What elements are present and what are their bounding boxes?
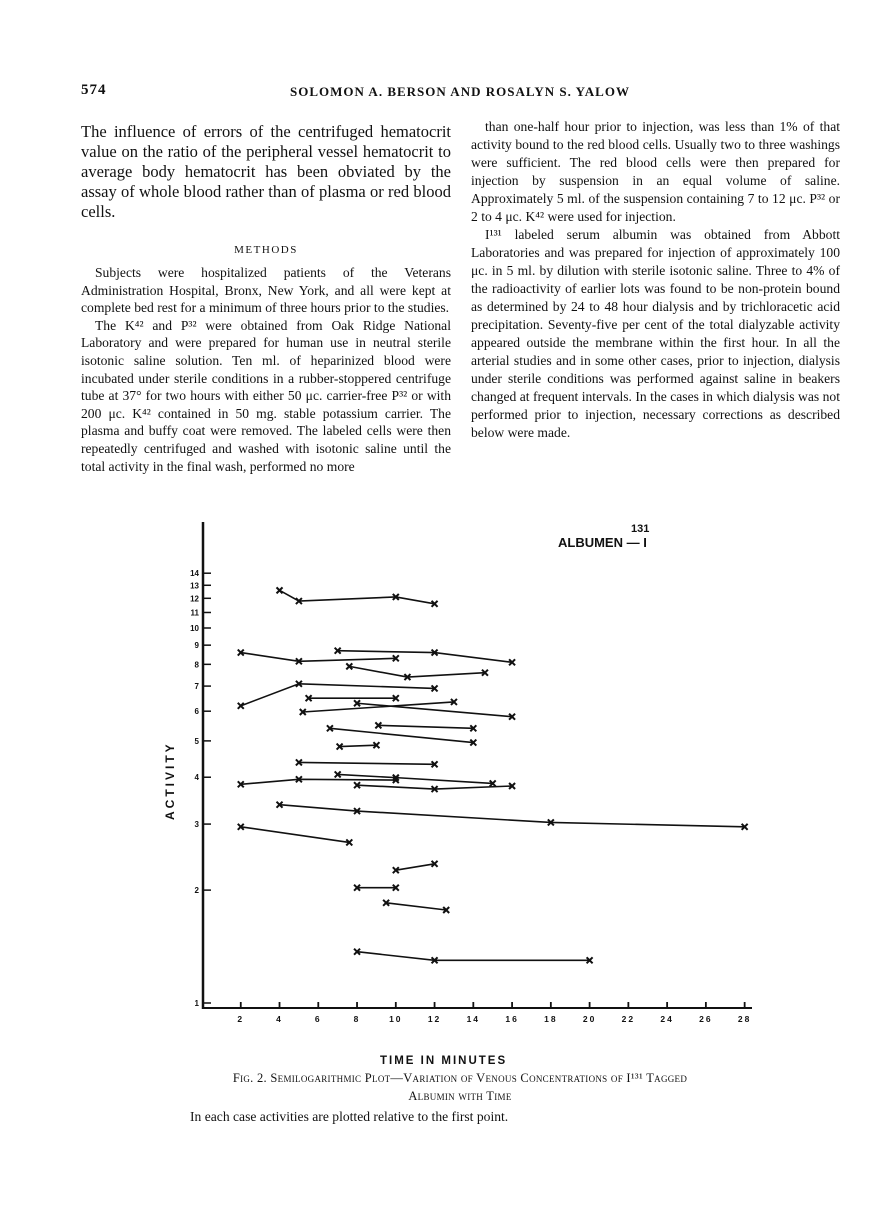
x-tick-label: 2 [237, 1014, 245, 1024]
paragraph: The K⁴² and P³² were obtained from Oak Ridge National Laboratory and were prepared for human use in neutral sterile isotonic saline solution. Ten ml. of heparinized blood were incubated under sterile conditions in a rubber-stoppered centrifuge tube at 37° for two hours with either 50 μc. carrier-free P³² or with 200 μc. K⁴² contained in 50 mg. stable potassium carrier. The plasma and buffy coat were removed. The labeled cells were then repeatedly centrifuged and washed with isotonic saline until the total activity in the final wash, performed no more [81, 317, 451, 474]
figure-caption-title: Fig. 2. Semilogarithmic Plot—Variation of Venous Concentrations of I¹³¹ Tagged [232, 1071, 688, 1085]
x-tick-label: 4 [276, 1014, 283, 1024]
x-tick-label: 14 [466, 1014, 481, 1024]
data-series [354, 885, 399, 891]
series-line [349, 666, 485, 677]
page-number: 574 [81, 82, 107, 98]
series-line [299, 762, 435, 764]
series-line [386, 903, 446, 910]
x-tick-label: 20 [582, 1014, 597, 1024]
y-tick-label: 10 [190, 624, 199, 633]
x-axis-label: TIME IN MINUTES [380, 1055, 508, 1067]
series-line [357, 952, 590, 961]
x-tick-label: 26 [699, 1014, 713, 1024]
series-line [330, 728, 473, 742]
figure-caption-title-line2: Albumin with Time [408, 1089, 512, 1103]
y-tick-label: 4 [194, 773, 199, 783]
figure-caption-note: In each case activities are plotted relative to the first point. [190, 1109, 509, 1124]
series-line [396, 864, 435, 870]
series-line [280, 805, 745, 827]
x-tick-label: 18 [544, 1014, 558, 1024]
data-series [306, 695, 399, 701]
data-series [337, 742, 380, 749]
data-series [238, 824, 353, 846]
running-header-authors: SOLOMON A. BERSON AND ROSALYN S. YALOW [290, 84, 630, 99]
series-line [241, 827, 350, 843]
series-line [357, 703, 512, 716]
x-tick-label: 28 [737, 1014, 752, 1024]
series-line [338, 774, 493, 783]
section-heading-methods: METHODS [234, 244, 298, 256]
y-tick-label: 11 [190, 608, 199, 618]
y-tick-label: 3 [194, 820, 199, 830]
data-series [335, 648, 515, 666]
series-line [280, 590, 435, 603]
chart-title-superscript: 131 [631, 523, 650, 535]
chart-title: ALBUMEN — I [558, 535, 647, 550]
series-line [338, 651, 512, 663]
y-tick-label: 2 [194, 886, 199, 896]
paragraph: than one-half hour prior to injection, was less than 1% of that activity bound to the red blood cells. Usually two to three washings were sufficient. The red blood cells were then prepared for injection by suspension in an equal volume of saline. Approximately 5 ml. of the suspension containing 7 to 12 μc. P³² or 2 to 4 μc. K⁴² were used for injection. [471, 119, 840, 224]
y-tick-label: 7 [194, 682, 199, 692]
y-tick-label: 9 [194, 641, 199, 651]
x-tick-label: 12 [427, 1014, 442, 1024]
x-tick-label: 22 [621, 1014, 636, 1024]
data-series [354, 949, 593, 964]
y-tick-label: 1 [194, 999, 199, 1008]
series-line [303, 702, 454, 712]
data-series [277, 587, 438, 606]
series-line [241, 684, 435, 706]
y-tick-label: 12 [190, 594, 199, 604]
paragraph: I¹³¹ labeled serum albumin was obtained from Abbott Laboratories and was prepared for injection of approximately 100 μc. in 5 ml. by dilution with sterile isotonic saline. Three to 4% of the radioactivity of earlier lots was found to be non-protein bound as determined by 24 to 48 hour dialysis and by trichloracetic acid precipitation. Seventy-five per cent of the total dialyzable activity appeared outside the membrane within the first hour. In all the arterial studies and in some other cases, prior to injection, dialysis under sterile conditions was performed against saline in beakers changed at frequent intervals. In the cases in which dialysis was not performed prior to injection, necessary corrections as described below were made. [471, 227, 840, 440]
data-series [383, 900, 449, 913]
data-series [346, 663, 488, 680]
series-line [241, 779, 396, 784]
series-line [340, 745, 377, 746]
paragraph: Subjects were hospitalized patients of the Veterans Administration Hospital, Bronx, New York, and all were kept at complete bed rest for a minimum of three hours prior to the studies. [81, 265, 451, 316]
y-tick-label: 8 [194, 660, 199, 670]
data-series [296, 759, 438, 767]
x-tick-label: 16 [505, 1014, 519, 1024]
series-line [378, 725, 473, 728]
x-tick-label: 8 [353, 1014, 361, 1024]
series-line [241, 653, 396, 662]
x-tick-label: 6 [314, 1014, 322, 1024]
data-series [277, 802, 748, 830]
y-axis-label: ACTIVITY [163, 741, 177, 820]
x-tick-label: 10 [389, 1014, 403, 1024]
x-tick-label: 24 [660, 1014, 674, 1024]
data-point-x-marker [277, 587, 283, 593]
data-series [393, 861, 438, 873]
y-tick-label: 5 [194, 736, 199, 746]
y-tick-label: 6 [194, 707, 199, 717]
data-series [375, 722, 476, 731]
y-tick-label: 13 [190, 581, 199, 591]
data-series [300, 699, 457, 715]
paragraph-text: The influence of errors of the centrifuged hematocrit value on the ratio of the peripheral vessel hematocrit to average body hematocrit has been obviated by the assay of whole blood rather than of plasma or red blood cells. [81, 122, 451, 221]
y-tick-label: 14 [190, 569, 199, 579]
